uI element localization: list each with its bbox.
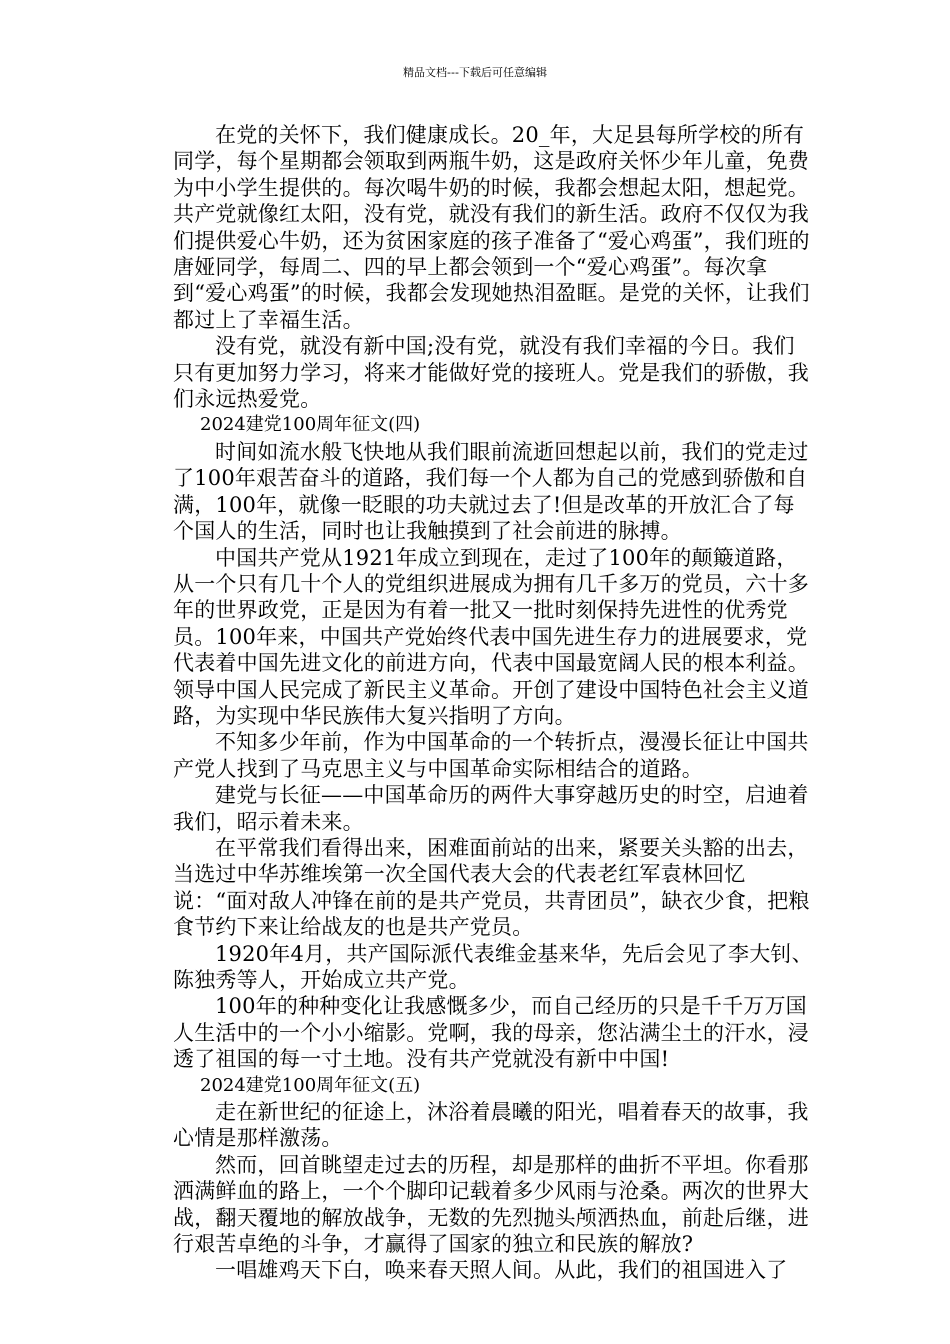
paragraph: 1920年4月，共产国际派代表维金基来华，先后会见了李大钊、陈独秀等人，开始成立共产党。	[173, 941, 813, 992]
paragraph: 一唱雄鸡天下白，唤来春天照人间。从此，我们的祖国进入了	[215, 1258, 788, 1283]
paragraph: 走在新世纪的征途上，沐浴着晨曦的阳光，唱着春天的故事，我心情是那样激荡。	[173, 1100, 809, 1151]
paragraph: 在平常我们看得出来，困难面前站的出来，紧要关头豁的出去，当选过中华苏维埃第一次全国代表大会的代表老红军袁林回忆说：“面对敌人冲锋在前的是共产党员，共青团员”，缺衣少食，把粮食节约下来让给战友的也是共产党员。	[173, 835, 810, 940]
page-header: 精品文档---下载后可任意编辑	[403, 66, 547, 79]
paragraph: 在党的关怀下，我们健康成长。20_年，大足县每所学校的所有同学，每个星期都会领取到两瓶牛奶，这是政府关怀少年儿童，免费为中小学生提供的。每次喝牛奶的时候，我都会想起太阳，想起党。共产党就像红太阳，没有党，就没有我们的新生活。政府不仅仅为我们提供爱心牛奶，还为贫困家庭的孩子准备了“爱心鸡蛋”，我们班的唐娅同学，每周二、四的早上都会领到一个“爱心鸡蛋”。每次拿到“爱心鸡蛋”的时候，我都会发现她热泪盈眶。是党的关怀，让我们都过上了幸福生活。	[173, 123, 810, 332]
paragraph: 不知多少年前，作为中国革命的一个转折点，漫漫长征让中国共产党人找到了马克思主义与中国革命实际相结合的道路。	[173, 730, 809, 781]
document-body	[173, 122, 813, 1284]
paragraph: 时间如流水般飞快地从我们眼前流逝回想起以前，我们的党走过了100年艰苦奋斗的道路，我们每一个人都为自己的党感到骄傲和自满，100年，就像一眨眼的功夫就过去了!但是改革的开放汇合了每个国人的生活，同时也让我触摸到了社会前进的脉搏。	[173, 439, 809, 544]
section-heading: 2024建党100周年征文(五)	[200, 1074, 421, 1096]
paragraph: 然而，回首眺望走过去的历程，却是那样的曲折不平坦。你看那洒满鲜血的路上，一个个脚印记载着多少风雨与沧桑。两次的世界大战，翻天覆地的解放战争，无数的先烈抛头颅洒热血，前赴后继，进行艰苦卓绝的斗争，才赢得了国家的独立和民族的解放?	[173, 1152, 809, 1257]
paragraph: 没有党，就没有新中国;没有党，就没有我们幸福的今日。我们只有更加努力学习，将来才能做好党的接班人。党是我们的骄傲，我们永远热爱党。	[173, 334, 809, 412]
paragraph: 中国共产党从1921年成立到现在，走过了100年的颠簸道路，从一个只有几十个人的党组织进展成为拥有几千多万的党员，六十多年的世界政党，正是因为有着一批又一批时刻保持先进性的优秀党员。100年来，中国共产党始终代表中国先进生存力的进展要求，党代表着中国先进文化的前进方向，代表中国最宽阔人民的根本利益。领导中国人民完成了新民主义革命。开创了建设中国特色社会主义道路，为实现中华民族伟大复兴指明了方向。	[173, 545, 809, 728]
section-heading: 2024建党100周年征文(四)	[200, 414, 421, 436]
paragraph: 建党与长征——中国革命历的两件大事穿越历史的时空，启迪着我们，昭示着未来。	[173, 783, 809, 834]
paragraph: 100年的种种变化让我感慨多少，而自己经历的只是千千万万国人生活中的一个小小缩影。党啊，我的母亲，您沾满尘土的汗水，浸透了祖国的每一寸土地。没有共产党就没有新中中国!	[173, 994, 809, 1072]
